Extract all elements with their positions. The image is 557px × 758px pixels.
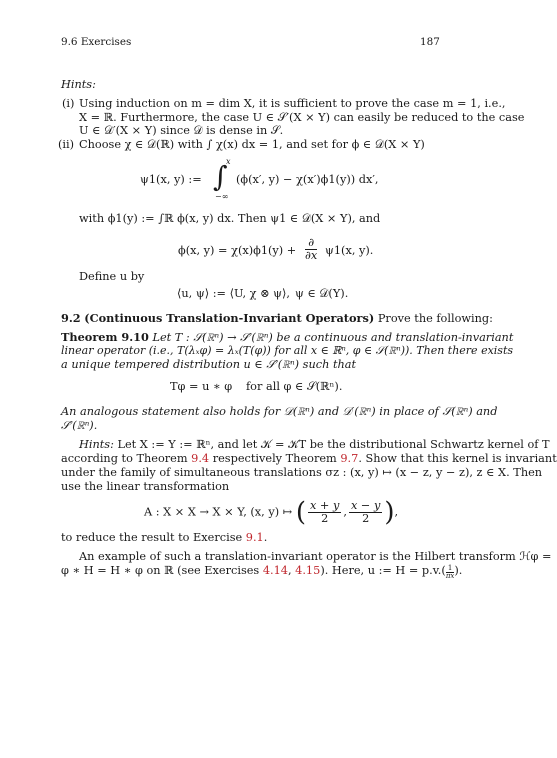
- hint-i-marker: (i): [62, 97, 75, 110]
- link-exercise-4-15[interactable]: 4.15: [295, 564, 321, 577]
- right-paren: ): [384, 497, 395, 528]
- example-line-1: An example of such a translation-invariant operator is the Hilbert transform ℋφ =: [79, 550, 552, 563]
- phi-lhs: ϕ(x, y) = χ(x)ϕ1(y) +: [178, 244, 297, 257]
- section-header: 9.6 Exercises: [61, 36, 132, 48]
- hint-i-line-2: X = ℝ. Furthermore, the case U ∈ 𝒮′(X × Y) can easily be reduced to the case: [79, 111, 525, 124]
- theorem-text-1: Let T : 𝒮(ℝⁿ) → 𝒮′(ℝⁿ) be a continuous and translation-invariant: [152, 331, 514, 344]
- hint-ii-marker: (ii): [58, 138, 75, 151]
- exercise-tail: Prove the following:: [377, 312, 493, 325]
- example-sep: ,: [287, 564, 296, 577]
- exercise-title: (Continuous Translation-Invariant Operators): [84, 311, 375, 325]
- analogous-line-2: 𝒮′(ℝⁿ).: [61, 419, 98, 432]
- example-text-b: ). Here, u := H = p.v.(: [320, 564, 446, 577]
- hints2-text-1: Let X := Y := ℝⁿ, and let 𝒦 = 𝒦T be the distributional Schwartz kernel of T: [117, 438, 550, 451]
- analogous-line-1: An analogous statement also holds for 𝒟(ℝⁿ) and 𝒟′(ℝⁿ) in place of 𝒮(ℝⁿ) and: [61, 405, 498, 418]
- frac2-num: x − y: [350, 499, 381, 512]
- hints-title: Hints:: [61, 78, 96, 91]
- reduce-end: .: [263, 531, 268, 544]
- phi-rhs: ψ1(x, y).: [325, 244, 374, 257]
- T-condition: for all φ ∈ 𝒮(ℝⁿ).: [246, 380, 343, 393]
- A-lhs: A : X × X → X × Y, (x, y) ↦: [144, 505, 293, 519]
- example-text-a: φ ∗ H = H ∗ φ on ℝ (see Exercises: [61, 564, 263, 577]
- frac1-den: 2: [321, 512, 329, 525]
- equation-A: A : X × X → X × Y, (x, y) ↦ ( $\frac{x + y}{2}$ , $\frac{x - y}{2}$ ),: [144, 497, 399, 528]
- link-exercise-4-14[interactable]: 4.14: [262, 564, 288, 577]
- with-phi1-line: with ϕ1(y) := ∫ℝ ϕ(x, y) dx. Then ψ1 ∈ 𝒟(X × Y), and: [79, 212, 381, 225]
- page-number: 187: [420, 36, 440, 48]
- frac1-num: x + y: [309, 499, 340, 512]
- partial-den: ∂x: [305, 249, 318, 262]
- hints2-line-4: use the linear transformation: [61, 480, 230, 493]
- hint-i-line-3: U ∈ 𝒟′(X × Y) since 𝒟 is dense in 𝒮.: [79, 124, 284, 137]
- reduce-line: [61, 531, 441, 545]
- reduce-text: to reduce the result to Exercise: [61, 531, 246, 544]
- link-exercise-9-1[interactable]: 9.1: [245, 531, 264, 544]
- hint-ii-line: Choose χ ∈ 𝒟(ℝ) with ∫ χ(x) dx = 1, and set for ϕ ∈ 𝒟(X × Y): [79, 138, 425, 151]
- partial-num: ∂: [305, 237, 317, 250]
- theorem-line-3: a unique tempered distribution u ∈ 𝒮′(ℝⁿ) such that: [61, 358, 357, 371]
- define-u-line: Define u by: [79, 270, 145, 283]
- frac2-den: 2: [362, 512, 370, 525]
- pv-den: πx: [445, 572, 455, 580]
- u-condition: ψ ∈ 𝒟(Y).: [295, 287, 349, 300]
- theorem-line-2: linear operator (i.e., T(λₓφ) = λₓ(T(φ)) for all x ∈ ℝⁿ, φ ∈ 𝒮(ℝⁿ)). Then there exists: [61, 344, 514, 357]
- hints2-text-2a: according to Theorem: [61, 452, 192, 465]
- theorem-line-1: [61, 330, 514, 345]
- integral-lower-limit: −∞: [215, 192, 229, 201]
- hints2-line-1: [79, 438, 550, 452]
- hints2-text-2c: . Show that this kernel is invariant: [358, 452, 557, 465]
- hints2-line-2: [61, 452, 557, 466]
- hints2-text-2b: respectively Theorem: [209, 452, 341, 465]
- hints2-line-3: under the family of simultaneous translations σz : (x, y) ↦ (x − z, y − z), z ∈ X. Then: [61, 466, 543, 479]
- T-equation: Tφ = u ∗ φ: [170, 380, 233, 393]
- hint-i-line-1: Using induction on m = dim X, it is sufficient to prove the case m = 1, i.e.,: [79, 97, 506, 110]
- link-theorem-9-4[interactable]: 9.4: [191, 452, 210, 465]
- integral-sign: ∫: [213, 160, 228, 193]
- integral-upper-limit: x: [226, 157, 231, 166]
- hints2-title: Hints:: [79, 438, 114, 451]
- exercise-9-2-heading: [61, 311, 493, 326]
- pv-num: 1: [446, 565, 455, 573]
- left-paren: (: [295, 497, 306, 528]
- psi1-lhs: ψ1(x, y) :=: [140, 173, 202, 186]
- link-theorem-9-7[interactable]: 9.7: [340, 452, 359, 465]
- exercise-number: 9.2: [61, 311, 81, 325]
- example-text-c: ).: [454, 564, 463, 577]
- theorem-label: Theorem 9.10: [61, 330, 149, 344]
- u-definition: ⟨u, ψ⟩ := ⟨U, χ ⊗ ψ⟩,: [177, 287, 291, 300]
- psi1-integrand: (ϕ(x′, y) − χ(x′)ϕ1(y)) dx′,: [236, 173, 379, 186]
- partial-fraction: [303, 237, 319, 262]
